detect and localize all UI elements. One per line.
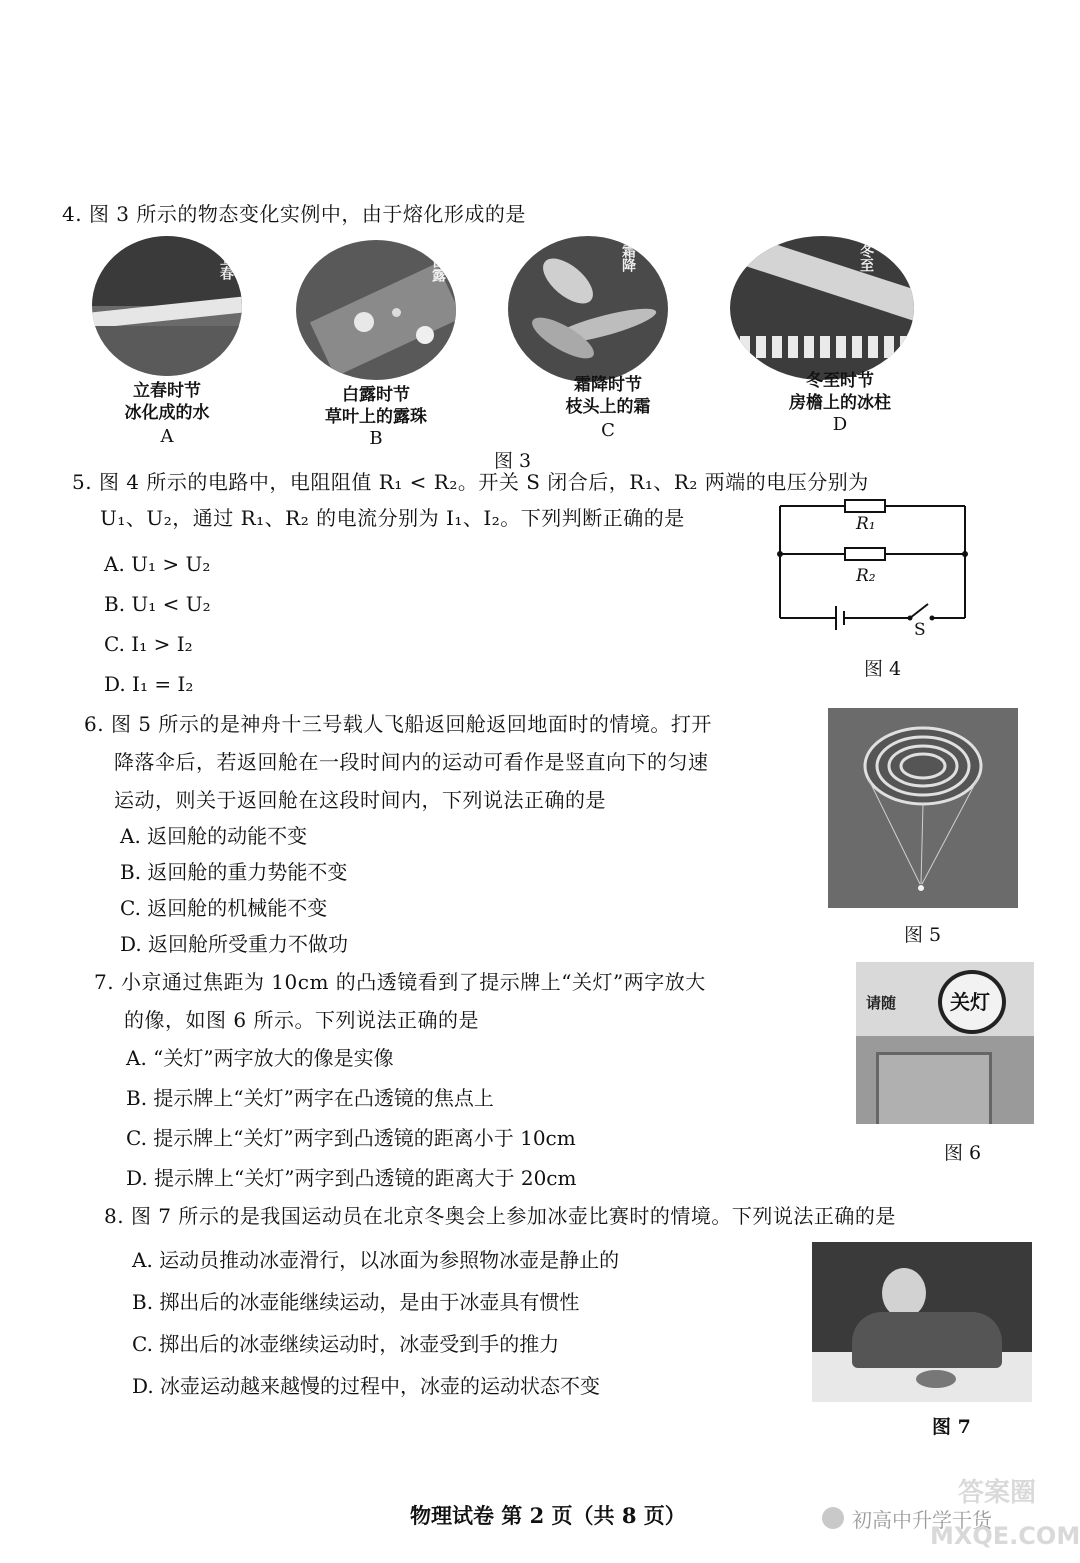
watermark-brand: 答案圈 [958,1478,1037,1508]
q7-option-d: D. 提示牌上“关灯”两字到凸透镜的距离大于 20cm [126,1166,577,1190]
sign-text: 请随 [866,994,897,1012]
q5-line2: U₁、U₂，通过 R₁、R₂ 的电流分别为 I₁、I₂。下列判断正确的是 [100,506,685,530]
figure-6-label: 图 6 [944,1142,982,1164]
q8-option-c: C. 掷出后的冰壶继续运动时，冰壶受到手的推力 [132,1332,560,1356]
q7-line2: 的像，如图 6 所示。下列说法正确的是 [124,1008,479,1032]
stamp-b: 白露 [430,254,446,282]
q6-option-c: C. 返回舱的机械能不变 [120,896,328,920]
circuit-label-r1: R₁ [856,514,876,534]
letter-d: D [832,414,848,435]
q5-option-a: A. U₁ > U₂ [104,552,211,576]
q8-line1: 8. 图 7 所示的是我国运动员在北京冬奥会上参加冰壶比赛时的情境。下列说法正确的是 [104,1204,896,1228]
q7-option-c: C. 提示牌上“关灯”两字到凸透镜的距离小于 10cm [126,1126,576,1150]
caption-a: 立春时节 冰化成的水 [124,381,210,423]
caption-b: 白露时节 草叶上的露珠 [325,385,427,427]
q8-option-d: D. 冰壶运动越来越慢的过程中，冰壶的运动状态不变 [132,1374,601,1398]
q6-line1: 6. 图 5 所示的是神舟十三号载人飞船返回舱返回地面时的情境。打开 [84,712,712,736]
circuit-label-r2: R₂ [856,566,876,586]
figure-7-label: 图 7 [932,1416,971,1438]
wechat-icon [822,1507,844,1529]
q7-option-b: B. 提示牌上“关灯”两字在凸透镜的焦点上 [126,1086,494,1110]
photo-c-frost [508,236,668,382]
q5-option-b: B. U₁ < U₂ [104,592,211,616]
stamp-c: 霜降 [620,244,636,272]
circuit-label-switch: S [914,620,926,640]
photo-magnifier-sign [856,962,1034,1124]
q7-option-a: A. “关灯”两字放大的像是实像 [126,1046,394,1070]
q5-option-d: D. I₁ = I₂ [104,672,194,696]
photo-b-dew-drops [296,240,456,380]
letter-c: C [601,420,615,441]
letter-b: B [369,428,383,449]
stamp-d: 冬至 [858,244,874,272]
q8-option-b: B. 掷出后的冰壶能继续运动，是由于冰壶具有惯性 [132,1290,580,1314]
q6-option-b: B. 返回舱的重力势能不变 [120,860,348,884]
photo-curling-athlete [812,1242,1032,1402]
photo-a-melting-ice [92,236,242,376]
photo-d-icicles [730,236,914,380]
watermark-site: MXQE.COM [930,1522,1080,1550]
q4-stem: 4. 图 3 所示的物态变化实例中，由于熔化形成的是 [62,202,526,226]
q8-option-a: A. 运动员推动冰壶滑行，以冰面为参照物冰壶是静止的 [132,1248,620,1272]
figure-4-label: 图 4 [864,658,902,680]
figure-3-label: 图 3 [494,450,532,472]
letter-a: A [160,426,174,447]
caption-d: 冬至时节 房檐上的冰柱 [789,371,891,413]
q6-line3: 运动，则关于返回舱在这段时间内，下列说法正确的是 [114,788,606,812]
stamp-a: 立春 [218,252,234,280]
q7-line1: 7. 小京通过焦距为 10cm 的凸透镜看到了提示牌上“关灯”两字放大 [94,970,706,994]
figure-5-label: 图 5 [904,924,942,946]
watermark-account: 初高中升学干货 [852,1508,992,1532]
photo-parachute-capsule [828,708,1018,908]
lens-text: 关灯 [950,990,990,1014]
q5-option-c: C. I₁ > I₂ [104,632,193,656]
q6-line2: 降落伞后，若返回舱在一段时间内的运动可看作是竖直向下的匀速 [114,750,709,774]
page-footer: 物理试卷 第 2 页（共 8 页） [410,1503,686,1528]
q6-option-a: A. 返回舱的动能不变 [120,824,308,848]
q6-option-d: D. 返回舱所受重力不做功 [120,932,349,956]
caption-c: 霜降时节 枝头上的霜 [565,375,651,417]
q5-line1: 5. 图 4 所示的电路中，电阻阻值 R₁ < R₂。开关 S 闭合后，R₁、R₂ 两端的电压分别为 [72,470,869,494]
